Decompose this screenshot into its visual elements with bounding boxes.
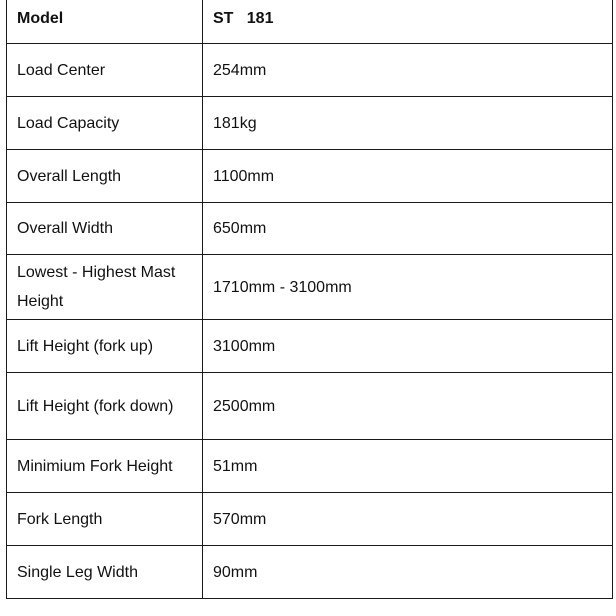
row-value-cell: 2500mm <box>203 373 613 440</box>
table-row <box>7 493 613 546</box>
header-label-cell: Model <box>7 0 203 44</box>
row-label-cell: Lift Height (fork up) <box>7 320 203 373</box>
row-label-cell: Single Leg Width <box>7 546 203 599</box>
table-row <box>7 255 613 320</box>
row-label-cell: Load Capacity <box>7 97 203 150</box>
row-label-cell: Lowest - Highest Mast Height <box>7 255 203 320</box>
table-row <box>7 44 613 97</box>
row-value-cell: 570mm <box>203 493 613 546</box>
table-row <box>7 546 613 599</box>
table-row <box>7 203 613 255</box>
table-row <box>7 440 613 493</box>
table-row <box>7 150 613 203</box>
specification-table <box>6 0 613 599</box>
table-row <box>7 320 613 373</box>
header-value-cell: ST 181 <box>203 0 613 44</box>
row-value-cell: 3100mm <box>203 320 613 373</box>
row-value-cell: 650mm <box>203 203 613 255</box>
table-row <box>7 97 613 150</box>
row-label-cell: Lift Height (fork down) <box>7 373 203 440</box>
row-value-cell: 51mm <box>203 440 613 493</box>
row-label-cell: Fork Length <box>7 493 203 546</box>
row-label-cell: Load Center <box>7 44 203 97</box>
row-value-cell: 254mm <box>203 44 613 97</box>
row-label-cell: Minimium Fork Height <box>7 440 203 493</box>
row-value-cell: 1100mm <box>203 150 613 203</box>
row-label-cell: Overall Length <box>7 150 203 203</box>
table-row <box>7 373 613 440</box>
row-value-cell: 1710mm - 3100mm <box>203 255 613 320</box>
row-value-cell: 90mm <box>203 546 613 599</box>
table-header-row <box>7 0 613 44</box>
row-value-cell: 181kg <box>203 97 613 150</box>
row-label-cell: Overall Width <box>7 203 203 255</box>
